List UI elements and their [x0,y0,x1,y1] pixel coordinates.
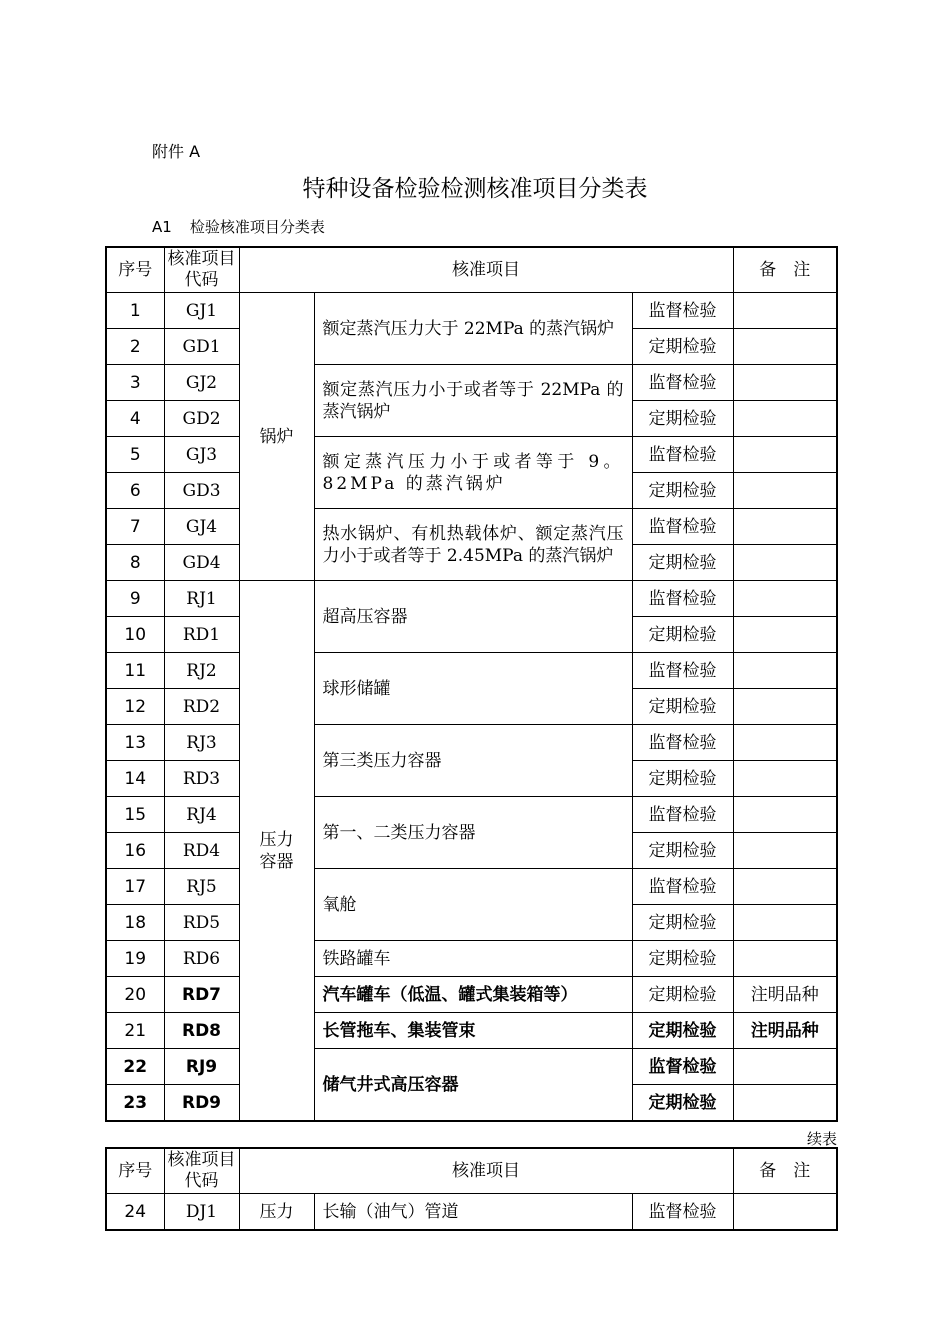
row-no: 2 [106,329,164,365]
inspection-type: 监督检验 [632,581,733,617]
table-header-row [106,1148,837,1194]
inspection-type: 监督检验 [632,869,733,905]
classification-table-continued [105,1147,838,1231]
remark-cell [733,545,837,581]
table-row [106,725,837,761]
inspection-type: 监督检验 [632,293,733,329]
table-row [106,797,837,833]
table-subtitle [152,216,325,237]
remark-cell [733,293,837,329]
inspection-type: 定期检验 [632,941,733,977]
table-row [106,977,837,1013]
row-no: 1 [106,293,164,329]
inspection-type: 定期检验 [632,689,733,725]
table-row [106,581,837,617]
row-code: GD3 [164,473,239,509]
table-header-row [106,247,837,293]
row-code: DJ1 [164,1194,239,1231]
remark-cell [733,905,837,941]
row-no: 15 [106,797,164,833]
remark-cell [733,473,837,509]
row-no: 12 [106,689,164,725]
inspection-type: 定期检验 [632,905,733,941]
row-no: 7 [106,509,164,545]
row-code: GD4 [164,545,239,581]
row-no: 20 [106,977,164,1013]
row-code: RD1 [164,617,239,653]
item-name: 第一、二类压力容器 [314,797,632,869]
row-code: RD9 [164,1085,239,1122]
continued-label: 续表 [806,1130,837,1148]
row-code: RJ1 [164,581,239,617]
header-item: 核准项目 [239,1148,733,1194]
row-no: 11 [106,653,164,689]
remark-cell [733,1049,837,1085]
inspection-type: 定期检验 [632,977,733,1013]
row-code: RD3 [164,761,239,797]
row-no: 9 [106,581,164,617]
row-no: 17 [106,869,164,905]
classification-table [105,246,838,1122]
inspection-type: 定期检验 [632,617,733,653]
inspection-type: 定期检验 [632,545,733,581]
row-code: RJ5 [164,869,239,905]
row-no: 16 [106,833,164,869]
row-no: 10 [106,617,164,653]
item-name: 氧舱 [314,869,632,941]
row-code: RJ4 [164,797,239,833]
row-code: RJ2 [164,653,239,689]
category-cell: 压力 [239,1194,314,1231]
item-name: 额定蒸汽压力小于或者等于 22MPa 的蒸汽锅炉 [314,365,632,437]
row-code: RJ9 [164,1049,239,1085]
remark-cell [733,653,837,689]
item-name: 热水锅炉、有机热载体炉、额定蒸汽压力小于或者等于 2.45MPa 的蒸汽锅炉 [314,509,632,581]
item-name: 额定蒸汽压力大于 22MPa 的蒸汽锅炉 [314,293,632,365]
remark-cell [733,365,837,401]
row-code: RD5 [164,905,239,941]
row-no: 14 [106,761,164,797]
remark-cell [733,617,837,653]
row-no: 6 [106,473,164,509]
remark-cell [733,941,837,977]
remark-cell [733,1085,837,1122]
item-name: 额定蒸汽压力小于或者等于 9。82MPa 的蒸汽锅炉 [314,437,632,509]
row-no: 22 [106,1049,164,1085]
annex-label: 附件 A [152,142,201,161]
header-code: 核准项目代码 [164,1148,239,1194]
remark-cell [733,329,837,365]
inspection-type: 定期检验 [632,833,733,869]
remark-cell [733,509,837,545]
remark-cell [733,725,837,761]
table-row [106,509,837,545]
table-row [106,437,837,473]
inspection-type: 定期检验 [632,761,733,797]
remark-cell [733,1194,837,1231]
inspection-type: 监督检验 [632,1194,733,1231]
row-no: 8 [106,545,164,581]
row-code: RD2 [164,689,239,725]
inspection-type: 监督检验 [632,509,733,545]
table-row [106,1013,837,1049]
inspection-type: 监督检验 [632,1049,733,1085]
inspection-type: 定期检验 [632,473,733,509]
row-no: 4 [106,401,164,437]
header-remark: 备 注 [733,1148,837,1194]
remark-cell [733,833,837,869]
remark-cell [733,869,837,905]
remark-cell [733,401,837,437]
row-no: 13 [106,725,164,761]
remark-cell [733,797,837,833]
inspection-type: 定期检验 [632,1085,733,1122]
subtitle-text: 检验核准项目分类表 [189,218,325,236]
row-no: 18 [106,905,164,941]
row-code: RD4 [164,833,239,869]
item-name: 储气井式高压容器 [314,1049,632,1122]
table-row [106,1049,837,1085]
row-no: 21 [106,1013,164,1049]
row-code: RJ3 [164,725,239,761]
row-code: RD7 [164,977,239,1013]
row-code: GJ1 [164,293,239,329]
remark-cell [733,581,837,617]
remark-cell [733,761,837,797]
item-name: 汽车罐车（低温、罐式集装箱等） [314,977,632,1013]
row-no: 5 [106,437,164,473]
row-no: 19 [106,941,164,977]
row-no: 3 [106,365,164,401]
header-no: 序号 [106,247,164,293]
table-row [106,1194,837,1231]
table-row [106,293,837,329]
row-no: 24 [106,1194,164,1231]
inspection-type: 监督检验 [632,437,733,473]
header-code: 核准项目代码 [164,247,239,293]
table-row [106,653,837,689]
page-title: 特种设备检验检测核准项目分类表 [302,176,648,202]
row-no: 23 [106,1085,164,1122]
item-name: 铁路罐车 [314,941,632,977]
row-code: GJ2 [164,365,239,401]
category-cell: 压力容器 [239,581,314,1122]
inspection-type: 监督检验 [632,653,733,689]
inspection-type: 定期检验 [632,329,733,365]
remark-cell [733,689,837,725]
item-name: 长管拖车、集装管束 [314,1013,632,1049]
table-row [106,941,837,977]
row-code: GD2 [164,401,239,437]
item-name: 超高压容器 [314,581,632,653]
table-row [106,365,837,401]
inspection-type: 监督检验 [632,365,733,401]
row-code: GJ4 [164,509,239,545]
header-remark: 备 注 [733,247,837,293]
row-code: RD6 [164,941,239,977]
remark-cell [733,437,837,473]
row-code: GD1 [164,329,239,365]
inspection-type: 监督检验 [632,797,733,833]
item-name: 球形储罐 [314,653,632,725]
table-row [106,869,837,905]
inspection-type: 监督检验 [632,725,733,761]
subtitle-code: A1 [152,218,172,236]
category-cell: 锅炉 [239,293,314,581]
remark-cell: 注明品种 [733,1013,837,1049]
inspection-type: 定期检验 [632,1013,733,1049]
item-name: 第三类压力容器 [314,725,632,797]
inspection-type: 定期检验 [632,401,733,437]
header-item: 核准项目 [239,247,733,293]
item-name: 长输（油气）管道 [314,1194,632,1231]
row-code: GJ3 [164,437,239,473]
header-no: 序号 [106,1148,164,1194]
remark-cell: 注明品种 [733,977,837,1013]
row-code: RD8 [164,1013,239,1049]
